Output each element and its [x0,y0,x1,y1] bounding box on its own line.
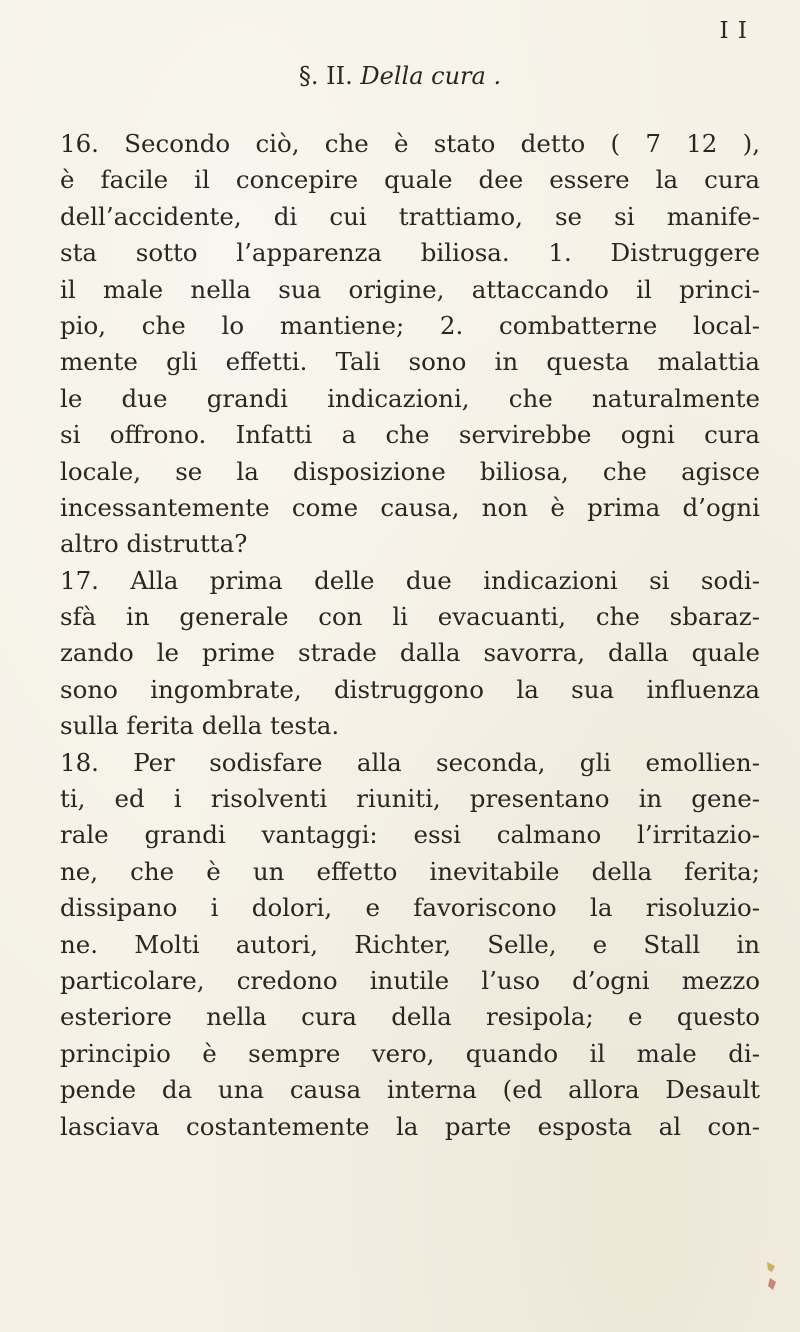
running-head [0,62,800,90]
text-line: rale grandi vantaggi: essi calmano l’irritazio- [60,820,760,850]
text-line: 16. Secondo ciò, che è stato detto ( 7 12 ), [60,129,760,158]
text-line: locale, se la disposizione biliosa, che agisce [60,456,760,486]
text-line: ne, che è un effetto inevitabile della ferita; [60,856,760,886]
text-line: principio è sempre vero, quando il male di- [60,1038,760,1068]
page-number: I I [719,18,748,44]
text-line: è facile il concepire quale dee essere la cura [60,165,760,195]
text-line: sfà in generale con li evacuanti, che sbaraz- [60,602,760,632]
text-line: 17. Alla prima delle due indicazioni si sodi- [60,565,760,595]
text-line: sulla ferita della testa. [60,711,340,741]
text-line: lasciava costantemente la parte esposta al con- [60,1111,760,1141]
running-head-title: Della cura . [360,62,502,90]
ink-stain [764,1260,778,1294]
running-head-section: §. II. [298,62,353,90]
text-line: mente gli effetti. Tali sono in questa malattia [60,347,760,377]
text-line: pio, che lo mantiene; 2. combatterne local- [60,310,760,340]
text-line: le due grandi indicazioni, che naturalmente [60,383,760,413]
text-line: il male nella sua origine, attaccando il princi- [60,274,760,304]
text-line: esteriore nella cura della resipola; e questo [60,1002,760,1032]
text-line: sono ingombrate, distruggono la sua influenza [60,674,760,704]
text-line: altro distrutta? [60,529,248,559]
text-line: ti, ed i risolventi riuniti, presentano in gene- [60,784,760,814]
text-line: incessantemente come causa, non è prima d’ogni [60,492,760,522]
text-line: dissipano i dolori, e favoriscono la risoluzio- [60,893,760,923]
text-line: dell’accidente, di cui trattiamo, se si manife- [60,201,760,231]
body-text [60,126,760,1145]
text-line: si offrono. Infatti a che servirebbe ogni cura [60,420,760,450]
text-line: ne. Molti autori, Richter, Selle, e Stall in [60,929,760,959]
text-line: 18. Per sodisfare alla seconda, gli emollien- [60,747,760,777]
text-line: particolare, credono inutile l’uso d’ogni mezzo [60,965,760,995]
text-line: sta sotto l’apparenza biliosa. 1. Distruggere [60,238,760,268]
text-line: zando le prime strade dalla savorra, dalla quale [60,638,760,668]
text-line: pende da una causa interna (ed allora Desault [60,1075,760,1105]
